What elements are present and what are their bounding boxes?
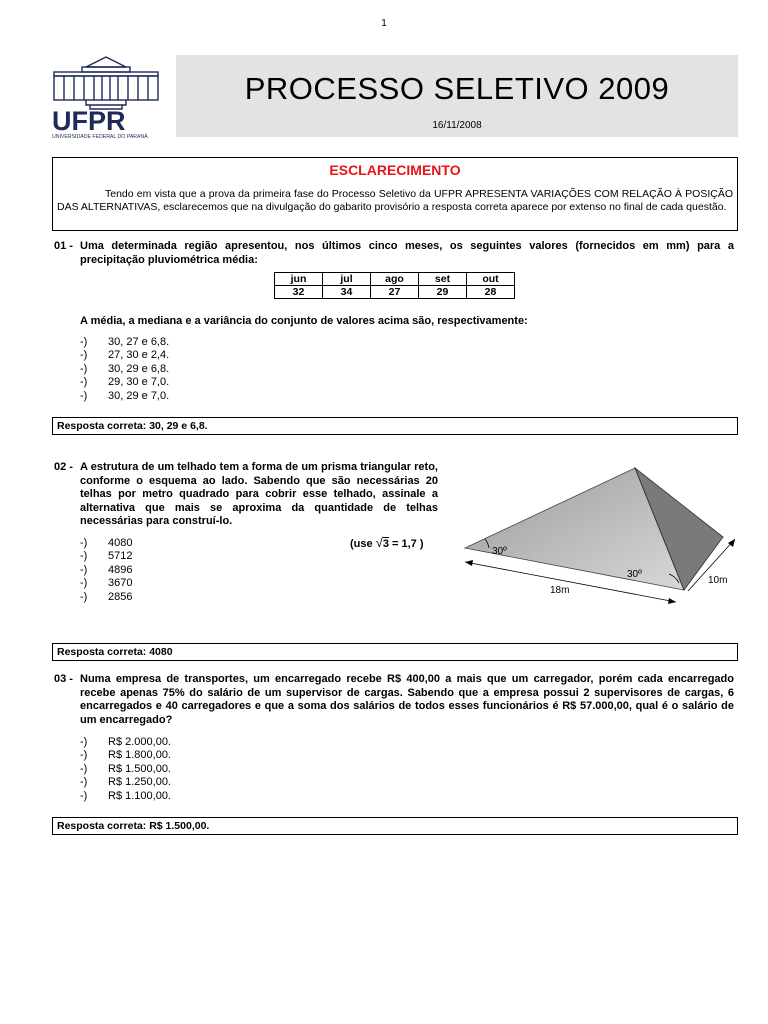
option-text: 3670 [108, 577, 133, 590]
esclarecimento-box [52, 157, 738, 231]
hint-prefix: (use [350, 538, 373, 550]
option-text: 27, 30 e 2,4. [108, 349, 170, 362]
option-item[interactable] [80, 376, 380, 389]
option-marker: -) [80, 376, 88, 389]
table-value-row [275, 286, 515, 299]
option-marker: -) [80, 590, 88, 603]
option-item[interactable] [80, 537, 280, 550]
question-3-number: 03 - [54, 673, 73, 685]
option-text: R$ 2.000,00. [108, 736, 171, 748]
option-item[interactable] [80, 776, 380, 789]
option-text: R$ 1.500,00. [108, 762, 171, 775]
question-2-number: 02 - [54, 461, 73, 473]
option-marker: -) [80, 550, 88, 563]
option-text: 30, 29 e 7,0. [108, 389, 170, 402]
table-header-cell: ago [371, 273, 419, 286]
option-item[interactable] [80, 591, 280, 604]
ufpr-building-icon [52, 55, 160, 139]
option-item[interactable] [80, 390, 380, 403]
option-text: 5712 [108, 550, 133, 563]
question-1-text: Uma determinada região apresentou, nos últimos cinco meses, os seguintes valores (fornecidos em mm) para a precipitação pluviométrica média: [80, 240, 734, 266]
option-item[interactable] [80, 763, 380, 776]
answer-box-2: Resposta correta: 4080 [52, 643, 738, 661]
option-item[interactable] [80, 790, 380, 803]
table-cell: 27 [371, 286, 419, 299]
table-cell: 34 [323, 286, 371, 299]
page-number: 1 [381, 18, 387, 29]
question-2-text: A estrutura de um telhado tem a forma de um prisma triangular reto, conforme o esquema ao lado. Sabendo que são necessárias 20 telhas por metro quadrado para cobrir esse telhado, assinale a alternativa que mais se aproxima da quantidade de telhas necessárias para construí-lo. [80, 461, 438, 527]
option-text: 30, 29 e 6,8. [108, 362, 170, 375]
option-text: 2856 [108, 590, 133, 603]
length-arrowhead-left [465, 560, 473, 566]
option-text: R$ 1.250,00. [108, 776, 171, 789]
length-arrowhead-right [668, 598, 676, 604]
table-cell: 29 [419, 286, 467, 299]
sqrt-icon: √ [375, 535, 383, 550]
table-cell: 32 [275, 286, 323, 299]
option-text: 29, 30 e 7,0. [108, 376, 170, 389]
option-text: R$ 1.800,00. [108, 749, 171, 762]
option-text: 4080 [108, 537, 133, 549]
table-cell: 28 [467, 286, 515, 299]
option-marker: -) [80, 776, 88, 789]
option-text: R$ 1.100,00. [108, 789, 171, 802]
question-3-text: Numa empresa de transportes, um encarregado recebe R$ 400,00 a mais que um carregador, porém cada encarregado recebe apenas 75% do salário de um supervisor de cargas. Sabendo que a empresa possui 2 supervisores de cargas, 6 encarregados e 40 carregadores e que a soma dos salários de todos esses funcionários é R$ 57.000,00, qual é o salário de um encarregado? [80, 673, 734, 726]
answer-box-1: Resposta correta: 30, 29 e 6,8. [52, 417, 738, 435]
length-label: 18m [550, 585, 570, 596]
option-marker: -) [80, 349, 88, 362]
question-1-number: 01 - [54, 240, 73, 252]
option-text: 30, 27 e 6,8. [108, 336, 170, 348]
exam-date: 16/11/2008 [432, 120, 482, 131]
option-item[interactable] [80, 564, 280, 577]
option-marker: -) [80, 762, 88, 775]
option-item[interactable] [80, 349, 380, 362]
option-item[interactable] [80, 363, 380, 376]
table-header-cell: set [419, 273, 467, 286]
question-3-options [80, 736, 380, 803]
option-marker: -) [80, 537, 88, 549]
table-header-cell: jun [275, 273, 323, 286]
option-marker: -) [80, 736, 88, 748]
option-marker: -) [80, 389, 88, 402]
table-header-row [275, 273, 515, 286]
width-label: 10m [708, 575, 728, 586]
esclarecimento-text: Tendo em vista que a prova da primeira fase do Processo Seletivo da UFPR APRESENTA VARIAÇÕES COM RELAÇÃO À POSIÇÃO DAS ALTERNATIVAS, esclarecemos que na divulgação do gabarito provisório a resposta correta aparece por extenso no final de cada questão. [57, 188, 733, 213]
option-marker: -) [80, 336, 88, 348]
option-marker: -) [80, 577, 88, 590]
hint-value: = 1,7 ) [392, 538, 424, 550]
question-1-prompt: A média, a mediana e a variância do conjunto de valores acima são, respectivamente: [80, 315, 528, 327]
option-item[interactable] [80, 550, 280, 563]
roof-prism-figure [455, 460, 745, 610]
option-marker: -) [80, 563, 88, 576]
esclarecimento-title: ESCLARECIMENTO [329, 162, 461, 178]
option-marker: -) [80, 789, 88, 802]
ufpr-logo [52, 55, 160, 139]
sqrt-hint [350, 535, 424, 550]
hint-radicand: 3 [382, 538, 389, 550]
option-marker: -) [80, 362, 88, 375]
logo-subtitle: UNIVERSIDADE FEDERAL DO PARANÁ [52, 134, 148, 139]
table-header-cell: jul [323, 273, 371, 286]
page-title: PROCESSO SELETIVO 2009 [244, 71, 670, 106]
answer-box-3: Resposta correta: R$ 1.500,00. [52, 817, 738, 835]
table-header-cell: out [467, 273, 515, 286]
option-marker: -) [80, 749, 88, 762]
option-text: 4896 [108, 563, 133, 576]
question-1-options [80, 336, 380, 403]
option-item[interactable] [80, 749, 380, 762]
rainfall-table [274, 272, 515, 299]
angle-label-left: 30º [492, 546, 507, 557]
header-banner [176, 55, 738, 137]
option-item[interactable] [80, 736, 380, 749]
logo-text: UFPR [52, 106, 126, 136]
option-item[interactable] [80, 336, 380, 349]
question-2-options [80, 537, 280, 604]
option-item[interactable] [80, 577, 280, 590]
angle-label-right: 30º [627, 569, 642, 580]
